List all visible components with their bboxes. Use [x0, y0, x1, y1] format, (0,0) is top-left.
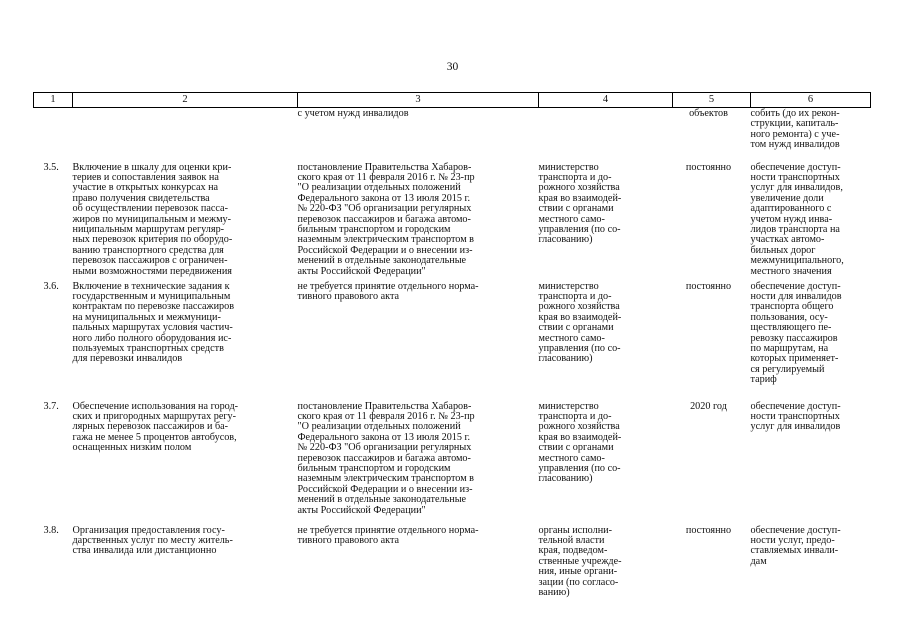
act-cell: постановление Правительства Хабаров- ского края от 11 февраля 2016 г. № 23-пр "О реализации отдельных положений Федерального закона от 13 июля 2015 г. № 220-ФЗ "Об организации регулярных перевозок пассажиров и багажа автомо- бильным транспортом и городским наземным электрическим транспортом в Российской Федерации и о внесении из- менений в отдельные законодательные акты Российской Федерации" [297, 400, 475, 516]
period-cell: постоянно [685, 524, 732, 536]
measure-cell: Обеспечение использования на город- ских и пригородных маршрутах регу- лярных перевозок пассажиров и ба- гажа не менее 5 процентов автобусов, оснащенных низким полом [72, 400, 239, 454]
measure-cell: Включение в технические задания к государственным и муниципальным контрактам по перевозке пассажиров на муниципальных и межмуници- пальных маршрутах условия частич- ного либо полного оборудования ис- пользуемых транспортных средств для перевозки инвалидов [72, 280, 235, 365]
col-header-3: 3 [298, 93, 539, 108]
row-number [34, 108, 73, 151]
col-header-2: 2 [73, 93, 298, 108]
col-header-1: 1 [34, 93, 73, 108]
result-cell: собить (до их рекон- струкции, капиталь- ного ремонта) с уче- том нужд инвалидов [750, 108, 840, 151]
result-cell: обеспечение доступ- ности услуг, предо- ставляемых инвали- дам [750, 524, 841, 567]
col-header-6: 6 [751, 93, 871, 108]
table-body [34, 108, 871, 599]
page-number: 30 [446, 61, 459, 73]
period-cell: 2020 год [690, 400, 727, 412]
act-cell: не требуется принятие отдельного норма- тивного правового акта [297, 280, 479, 303]
act-cell: с учетом нужд инвалидов [297, 108, 409, 119]
executor-cell: министерство транспорта и до- рожного хозяйства края во взаимодей- ствии с органами местного само- управления (по со- гласованию) [538, 280, 622, 365]
measures-table [33, 92, 871, 598]
result-cell: обеспечение доступ- ности транспортных услуг для инвалидов [750, 400, 841, 433]
executor-cell [539, 108, 673, 151]
table-row [34, 522, 871, 599]
continuation-row [34, 108, 871, 151]
measure-cell: Организация предоставления госу- дарственных услуг по месту житель- ства инвалида или дистанционно [72, 524, 233, 557]
measure-cell: Включение в шкалу для оценки кри- териев и сопоставления заявок на участие в открытых конкурсах на право получения свидетельства об осуществлении перевозок пасса- жиров по муниципальным и межму- ниципальным маршрутам регуляр- ных перевозок критерия по оборудо- ванию транспортного средства для перевозок пассажиров с ограничен- ными возможностями передвижения [72, 161, 233, 277]
col-header-4: 4 [539, 93, 673, 108]
table-row [34, 388, 871, 522]
row-number: 3.8. [43, 524, 59, 536]
header-row [34, 93, 871, 108]
act-cell: не требуется принятие отдельного норма- тивного правового акта [297, 524, 479, 547]
col-header-5: 5 [673, 93, 751, 108]
row-number: 3.5. [43, 161, 59, 173]
measure-cell [73, 108, 298, 151]
executor-cell: министерство транспорта и до- рожного хозяйства края во взаимодей- ствии с органами местного само- управления (по со- гласованию) [538, 161, 622, 246]
result-cell: обеспечение доступ- ности для инвалидов транспорта общего пользования, осу- ществляющего пе- ревозку пассажиров по маршрутам, на которых применяет- ся регулируемый тариф [750, 280, 842, 386]
executor-cell: министерство транспорта и до- рожного хозяйства края во взаимодей- ствии с органами местного само- управления (по со- гласованию) [538, 400, 622, 485]
period-cell: постоянно [685, 280, 732, 292]
period-cell: объектов [689, 108, 728, 119]
row-number: 3.6. [43, 280, 59, 292]
table-row [34, 280, 871, 388]
period-cell: постоянно [685, 161, 732, 173]
executor-cell: органы исполни- тельной власти края, подведом- ственные учрежде- ния, иные органи- зации (по согласо- ванию) [538, 524, 622, 599]
result-cell: обеспечение доступ- ности транспортных услуг для инвалидов, увеличение доли адаптированного с учетом нужд инва- лидов транспорта на участках автомо- бильных дорог межмуниципального, местного значения [750, 161, 844, 277]
table-row [34, 151, 871, 280]
row-number: 3.7. [43, 400, 59, 412]
act-cell: постановление Правительства Хабаров- ского края от 11 февраля 2016 г. № 23-пр "О реализации отдельных положений Федерального закона от 13 июля 2015 г. № 220-ФЗ "Об организации регулярных перевозок пассажиров и багажа автомо- бильным транспортом и городским наземным электрическим транспортом в Российской Федерации и о внесении из- менений в отдельные законодательные акты Российской Федерации" [297, 161, 475, 277]
